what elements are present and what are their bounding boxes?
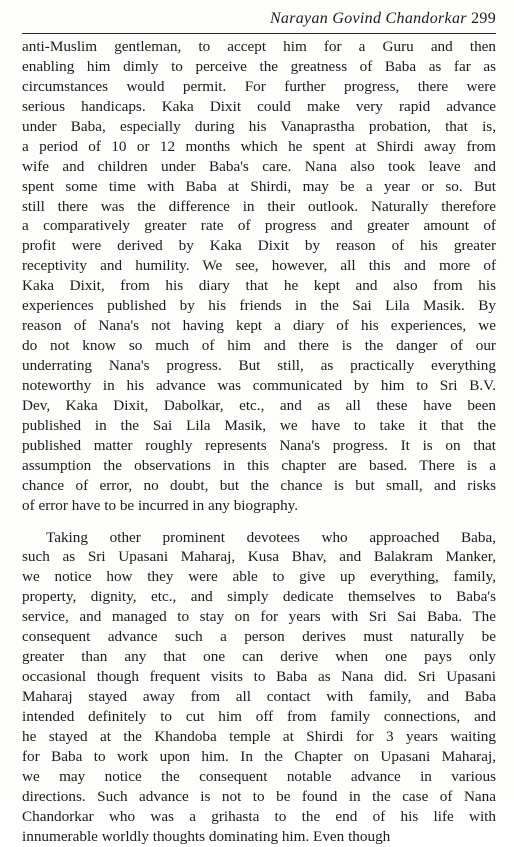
running-title: Narayan Govind Chandorkar: [269, 10, 467, 27]
text-line: underrating Nana's progress. But still, as practically everything: [22, 357, 496, 374]
text-line: we notice how they were able to give up everything, family,: [22, 568, 496, 586]
text-line: under Baba, especially during his Vanaprastha probation, that is,: [22, 117, 496, 135]
paragraph: [22, 37, 496, 516]
text-line: Maharaj stayed away from all contact with family, and Baba: [22, 688, 496, 705]
paragraph: [22, 528, 496, 847]
text-line: innumerable worldly thoughts dominating him. Even though: [22, 827, 391, 845]
text-line: we may notice the consequent notable advance in various: [22, 767, 496, 785]
text-line: Kaka Dixit, from his diary that he kept and also from his: [22, 277, 496, 295]
text-line: greater than any that one can derive when one pays only: [22, 648, 496, 666]
text-line: of error have to be incurred in any biography.: [22, 496, 299, 514]
text-line: consequent advance such a person derives must naturally be: [22, 628, 496, 646]
text-line: wife and children under Baba's care. Nana also took leave and: [22, 157, 496, 175]
text-line: published in the Sai Lila Masik, we have to take it that the: [22, 416, 496, 434]
text-line: do not know so much of him and there is the danger of our: [22, 337, 496, 355]
text-line: receptivity and humility. We see, however, all this and more of: [22, 257, 496, 275]
text-line: still there was the difference in their outlook. Naturally therefore: [22, 197, 496, 215]
text-line: Dev, Kaka Dixit, Dabolkar, etc., and as all these have been: [22, 396, 496, 414]
text-line: intended definitely to cut him off from family connections, and: [22, 707, 496, 725]
text-line: spent some time with Baba at Shirdi, may be a year or so. But: [22, 177, 496, 195]
running-head: [270, 10, 496, 28]
text-line: a comparatively greater rate of progress and greater amount of: [22, 217, 496, 235]
text-line: such as Sri Upasani Maharaj, Kusa Bhav, and Balakram Manker,: [22, 548, 496, 566]
text-line: a period of 10 or 12 months which he spent at Shirdi away from: [22, 137, 496, 155]
body-text: [22, 37, 496, 847]
text-line: noteworthy in his advance was communicated by him to Sri B.V.: [22, 376, 496, 394]
text-line: assumption the observations in this chapter are based. There is a: [22, 456, 496, 474]
text-line: enabling him dimly to perceive the greatness of Baba as far as: [22, 57, 496, 75]
text-line: Chandorkar who was a grihasta to the end of his life with: [22, 807, 496, 825]
text-line: published matter roughly represents Nana's progress. It is on that: [22, 436, 496, 454]
text-line: property, dignity, etc., and simply dedicate themselves to Baba's: [22, 588, 496, 606]
text-line: Taking other prominent devotees who approached Baba,: [46, 528, 496, 546]
text-line: directions. Such advance is not to be found in the case of Nana: [22, 787, 496, 805]
text-line: reason of Nana's not having kept a diary of his experiences, we: [22, 317, 496, 335]
text-line: occasional though frequent visits to Baba as Nana did. Sri Upasani: [22, 668, 496, 686]
text-line: chance of error, no doubt, but the chance is but small, and risks: [22, 476, 496, 494]
text-line: for Baba to work upon him. In the Chapter on Upasani Maharaj,: [22, 747, 496, 765]
text-line: he stayed at the Khandoba temple at Shirdi for 3 years waiting: [22, 727, 496, 745]
text-line: profit were derived by Kaka Dixit by reason of his greater: [22, 237, 496, 255]
header-rule: [22, 33, 496, 34]
page-number: 299: [471, 10, 496, 27]
text-line: service, and managed to stay on for years with Sri Sai Baba. The: [22, 608, 496, 626]
text-line: anti-Muslim gentleman, to accept him for a Guru and then: [22, 38, 496, 55]
text-line: serious handicaps. Kaka Dixit could make very rapid advance: [22, 97, 496, 115]
text-line: experiences published by his friends in the Sai Lila Masik. By: [22, 297, 496, 315]
text-line: circumstances would permit. For further progress, there were: [22, 77, 496, 95]
paragraph-gap: [22, 516, 496, 528]
